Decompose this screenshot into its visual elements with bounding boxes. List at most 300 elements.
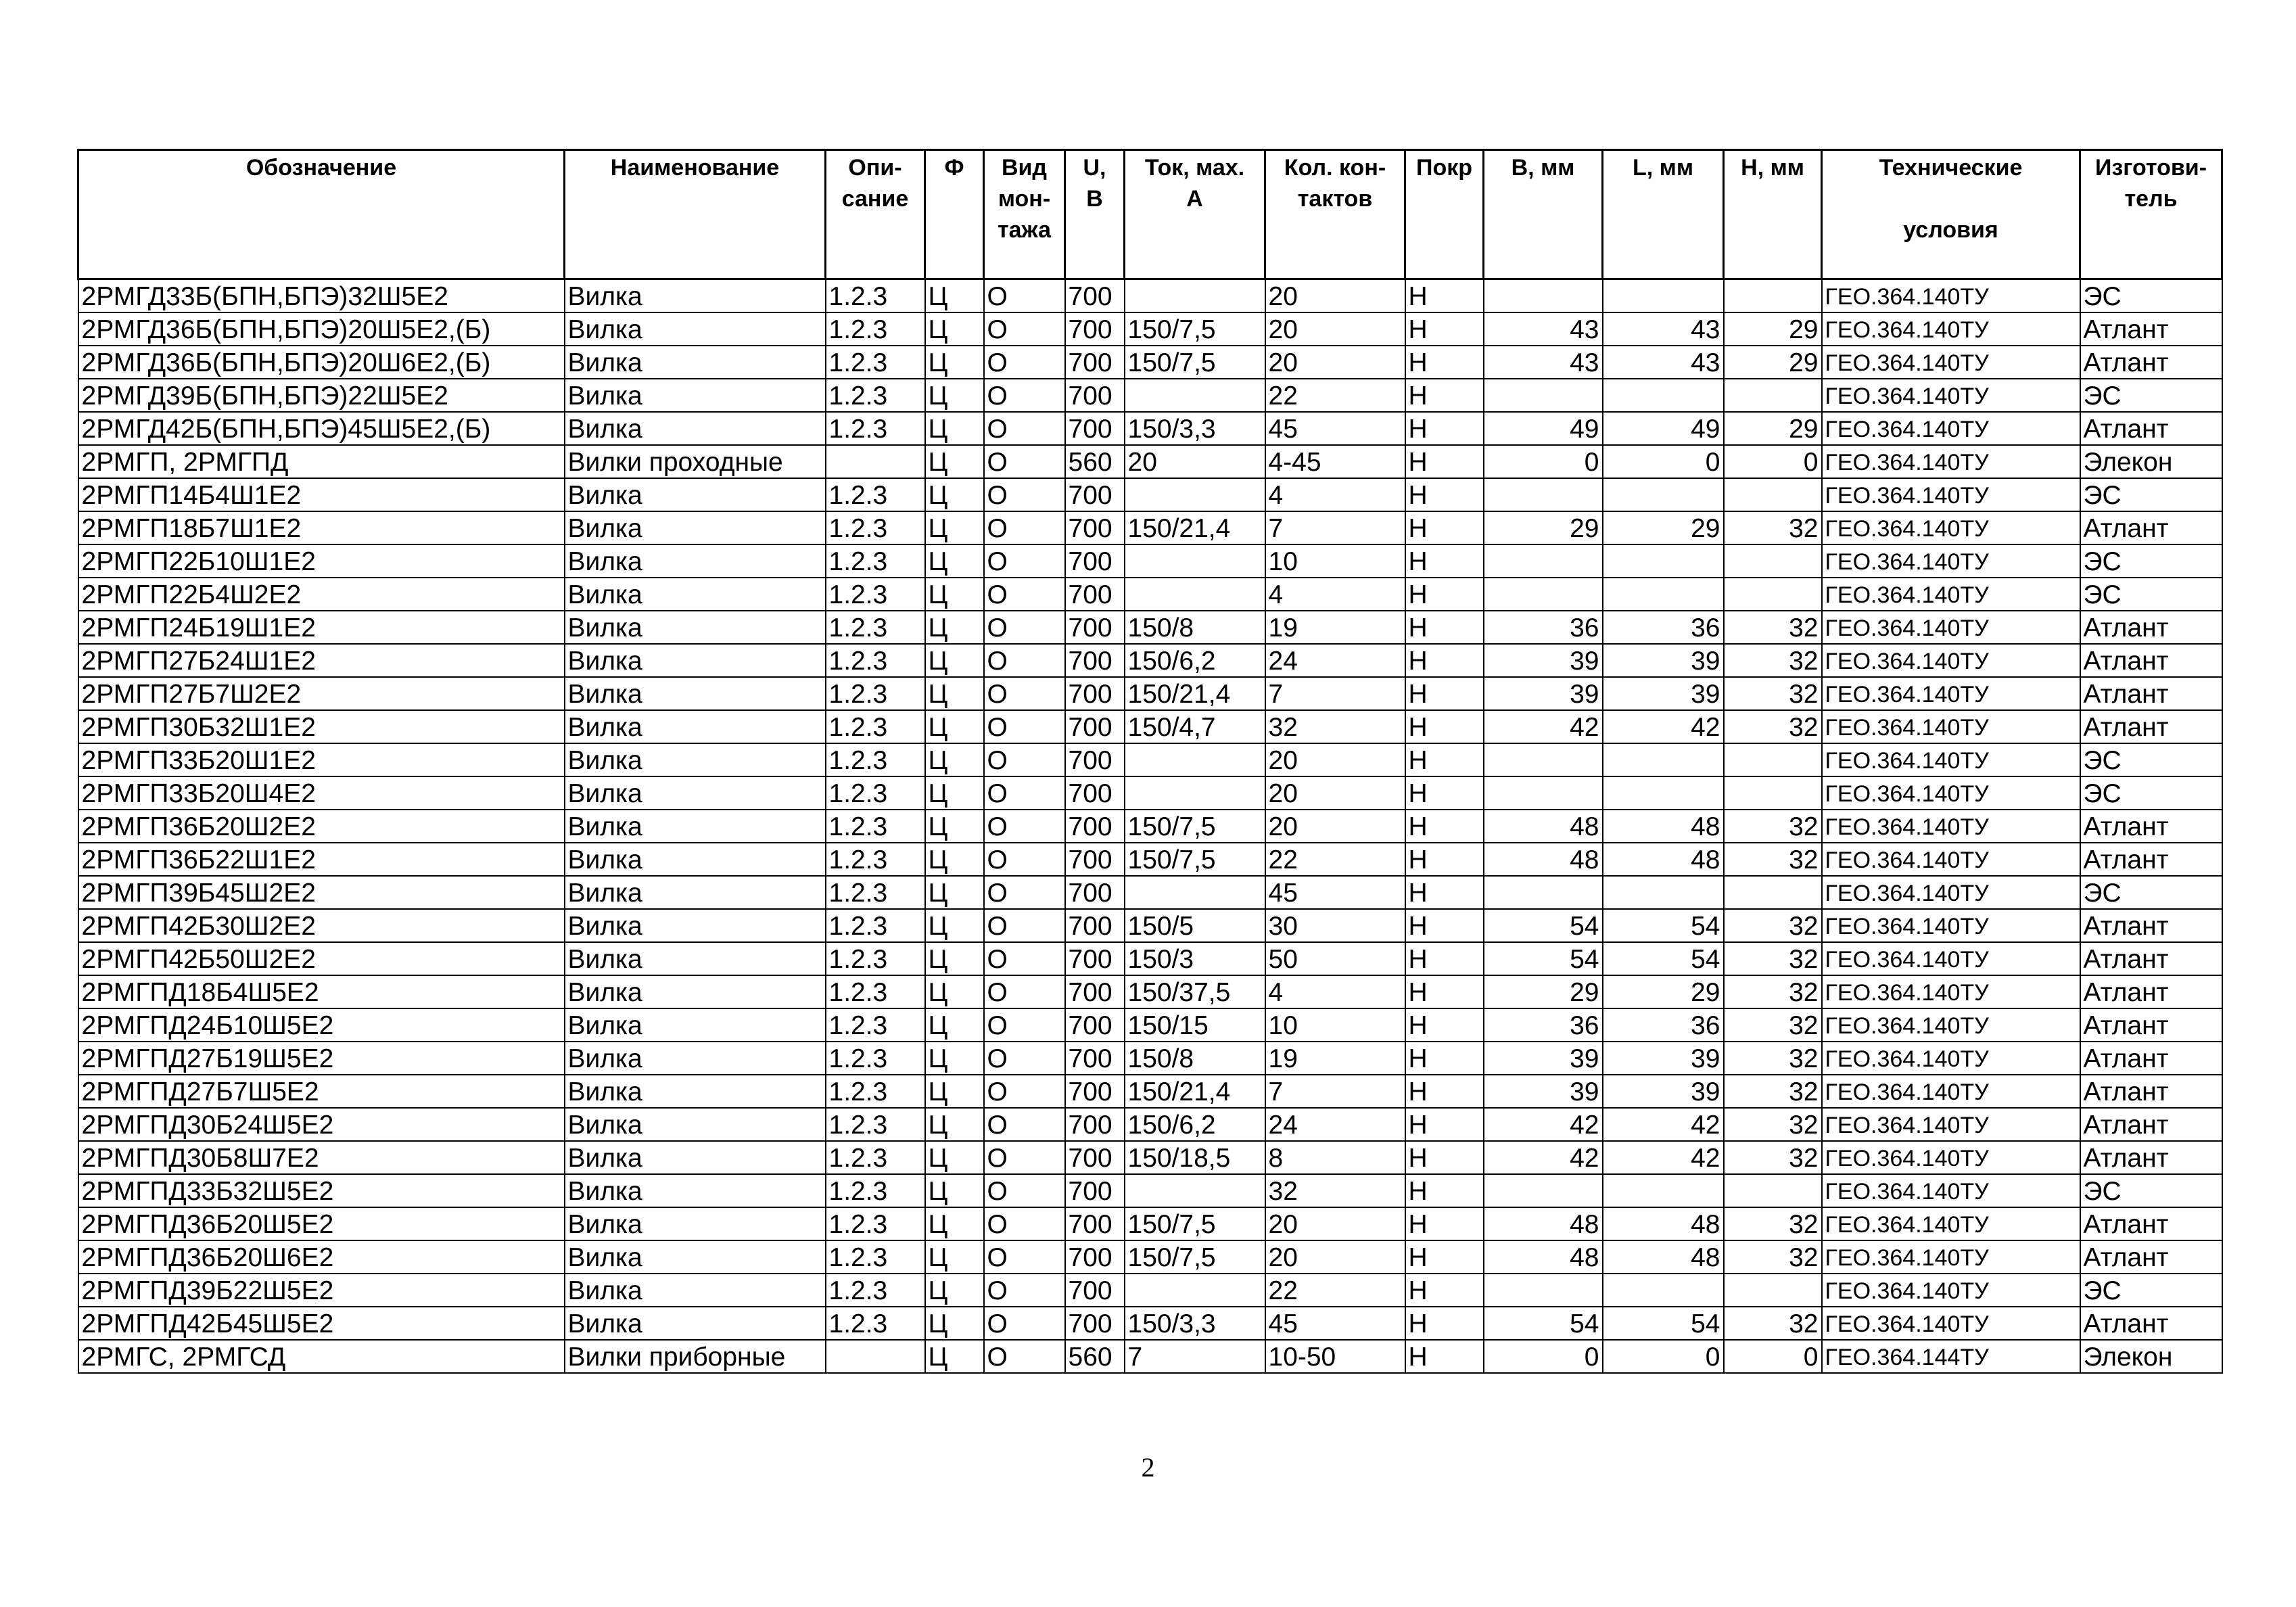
cell-spec: ГЕО.364.140ТУ	[1822, 1174, 2080, 1207]
cell-voltage: 700	[1065, 544, 1125, 578]
cell-f: Ц	[925, 611, 984, 644]
cell-name: Вилка	[565, 975, 826, 1008]
cell-description	[826, 445, 925, 478]
cell-description: 1.2.3	[826, 478, 925, 511]
cell-spec: ГЕО.364.140ТУ	[1822, 644, 2080, 677]
cell-f: Ц	[925, 1008, 984, 1042]
cell-name: Вилка	[565, 279, 826, 313]
cell-description: 1.2.3	[826, 1075, 925, 1108]
cell-current: 150/21,4	[1125, 677, 1265, 710]
cell-designation: 2РМГП24Б19Ш1Е2	[78, 611, 565, 644]
cell-spec: ГЕО.364.140ТУ	[1822, 743, 2080, 776]
cell-current: 150/7,5	[1125, 312, 1265, 346]
cell-manufacturer: Атлант	[2080, 975, 2222, 1008]
cell-l-mm: 42	[1603, 1108, 1724, 1141]
table-row	[78, 743, 2222, 776]
cell-coating: Н	[1405, 578, 1484, 611]
cell-b-mm	[1484, 776, 1603, 810]
cell-manufacturer: Атлант	[2080, 710, 2222, 743]
cell-voltage: 700	[1065, 578, 1125, 611]
cell-h-mm	[1724, 743, 1822, 776]
table-row	[78, 942, 2222, 975]
cell-description: 1.2.3	[826, 776, 925, 810]
cell-l-mm	[1603, 743, 1724, 776]
cell-h-mm: 32	[1724, 1108, 1822, 1141]
cell-name: Вилка	[565, 1274, 826, 1307]
cell-name: Вилка	[565, 1042, 826, 1075]
cell-spec: ГЕО.364.140ТУ	[1822, 412, 2080, 445]
cell-spec: ГЕО.364.140ТУ	[1822, 578, 2080, 611]
cell-voltage: 700	[1065, 776, 1125, 810]
cell-contacts: 4	[1265, 578, 1405, 611]
cell-b-mm: 39	[1484, 1075, 1603, 1108]
cell-designation: 2РМГП42Б50Ш2Е2	[78, 942, 565, 975]
cell-b-mm: 29	[1484, 511, 1603, 544]
table-row	[78, 710, 2222, 743]
cell-description: 1.2.3	[826, 346, 925, 379]
cell-current	[1125, 578, 1265, 611]
cell-manufacturer: Атлант	[2080, 677, 2222, 710]
cell-f: Ц	[925, 843, 984, 876]
cell-current: 150/7,5	[1125, 843, 1265, 876]
cell-spec: ГЕО.364.140ТУ	[1822, 1207, 2080, 1240]
cell-current	[1125, 279, 1265, 313]
cell-b-mm	[1484, 1274, 1603, 1307]
header-description: Опи- сание	[826, 150, 925, 279]
cell-mount-type: О	[984, 743, 1065, 776]
cell-name: Вилка	[565, 544, 826, 578]
cell-designation: 2РМГПД30Б8Ш7Е2	[78, 1141, 565, 1174]
header-designation: Обозначение	[78, 150, 565, 279]
cell-b-mm	[1484, 544, 1603, 578]
cell-name: Вилка	[565, 1008, 826, 1042]
cell-spec: ГЕО.364.140ТУ	[1822, 544, 2080, 578]
cell-contacts: 7	[1265, 511, 1405, 544]
cell-coating: Н	[1405, 1307, 1484, 1340]
cell-mount-type: О	[984, 544, 1065, 578]
cell-f: Ц	[925, 942, 984, 975]
cell-f: Ц	[925, 743, 984, 776]
cell-description: 1.2.3	[826, 578, 925, 611]
cell-l-mm: 39	[1603, 644, 1724, 677]
cell-designation: 2РМГП39Б45Ш2Е2	[78, 876, 565, 909]
cell-mount-type: О	[984, 1307, 1065, 1340]
cell-description: 1.2.3	[826, 379, 925, 412]
cell-spec: ГЕО.364.140ТУ	[1822, 975, 2080, 1008]
cell-voltage: 700	[1065, 743, 1125, 776]
cell-voltage: 700	[1065, 710, 1125, 743]
cell-contacts: 10	[1265, 544, 1405, 578]
cell-designation: 2РМГД36Б(БПН,БПЭ)20Ш5Е2,(Б)	[78, 312, 565, 346]
cell-h-mm: 32	[1724, 511, 1822, 544]
cell-b-mm: 49	[1484, 412, 1603, 445]
cell-contacts: 20	[1265, 810, 1405, 843]
cell-f: Ц	[925, 511, 984, 544]
cell-l-mm: 49	[1603, 412, 1724, 445]
cell-coating: Н	[1405, 843, 1484, 876]
cell-designation: 2РМГПД33Б32Ш5Е2	[78, 1174, 565, 1207]
cell-designation: 2РМГПД30Б24Ш5Е2	[78, 1108, 565, 1141]
cell-coating: Н	[1405, 1340, 1484, 1373]
cell-name: Вилка	[565, 511, 826, 544]
cell-l-mm	[1603, 279, 1724, 313]
cell-voltage: 700	[1065, 1075, 1125, 1108]
cell-manufacturer: ЭС	[2080, 1174, 2222, 1207]
cell-current: 150/18,5	[1125, 1141, 1265, 1174]
cell-mount-type: О	[984, 511, 1065, 544]
cell-name: Вилка	[565, 677, 826, 710]
cell-designation: 2РМГПД18Б4Ш5Е2	[78, 975, 565, 1008]
cell-designation: 2РМГПД39Б22Ш5Е2	[78, 1274, 565, 1307]
cell-f: Ц	[925, 578, 984, 611]
cell-spec: ГЕО.364.140ТУ	[1822, 346, 2080, 379]
cell-voltage: 560	[1065, 1340, 1125, 1373]
cell-f: Ц	[925, 1307, 984, 1340]
cell-b-mm: 48	[1484, 843, 1603, 876]
header-name: Наименование	[565, 150, 826, 279]
cell-coating: Н	[1405, 346, 1484, 379]
cell-h-mm: 32	[1724, 810, 1822, 843]
cell-mount-type: О	[984, 611, 1065, 644]
cell-b-mm: 48	[1484, 1240, 1603, 1274]
cell-description: 1.2.3	[826, 1108, 925, 1141]
cell-l-mm: 39	[1603, 1075, 1724, 1108]
cell-description: 1.2.3	[826, 810, 925, 843]
cell-f: Ц	[925, 1075, 984, 1108]
cell-b-mm: 42	[1484, 710, 1603, 743]
cell-spec: ГЕО.364.140ТУ	[1822, 1240, 2080, 1274]
cell-contacts: 7	[1265, 1075, 1405, 1108]
cell-designation: 2РМГД33Б(БПН,БПЭ)32Ш5Е2	[78, 279, 565, 313]
cell-coating: Н	[1405, 909, 1484, 942]
cell-coating: Н	[1405, 1274, 1484, 1307]
cell-manufacturer: ЭС	[2080, 876, 2222, 909]
cell-h-mm: 32	[1724, 611, 1822, 644]
cell-b-mm: 54	[1484, 1307, 1603, 1340]
cell-h-mm: 32	[1724, 1042, 1822, 1075]
cell-contacts: 32	[1265, 1174, 1405, 1207]
cell-mount-type: О	[984, 279, 1065, 313]
cell-contacts: 19	[1265, 1042, 1405, 1075]
cell-contacts: 30	[1265, 909, 1405, 942]
cell-h-mm: 32	[1724, 843, 1822, 876]
table-row	[78, 478, 2222, 511]
cell-mount-type: О	[984, 578, 1065, 611]
cell-name: Вилка	[565, 942, 826, 975]
cell-l-mm: 54	[1603, 909, 1724, 942]
table-row	[78, 975, 2222, 1008]
cell-contacts: 4	[1265, 975, 1405, 1008]
cell-designation: 2РМГП33Б20Ш4Е2	[78, 776, 565, 810]
cell-contacts: 20	[1265, 776, 1405, 810]
cell-current: 7	[1125, 1340, 1265, 1373]
cell-coating: Н	[1405, 876, 1484, 909]
cell-spec: ГЕО.364.140ТУ	[1822, 1141, 2080, 1174]
cell-description: 1.2.3	[826, 876, 925, 909]
cell-l-mm: 36	[1603, 1008, 1724, 1042]
cell-l-mm: 48	[1603, 1240, 1724, 1274]
cell-current: 150/3,3	[1125, 1307, 1265, 1340]
cell-l-mm: 54	[1603, 942, 1724, 975]
cell-name: Вилка	[565, 1207, 826, 1240]
cell-voltage: 700	[1065, 810, 1125, 843]
cell-b-mm: 36	[1484, 1008, 1603, 1042]
cell-spec: ГЕО.364.140ТУ	[1822, 909, 2080, 942]
cell-l-mm: 42	[1603, 710, 1724, 743]
cell-voltage: 700	[1065, 1174, 1125, 1207]
cell-designation: 2РМГПД36Б20Ш6Е2	[78, 1240, 565, 1274]
cell-b-mm: 48	[1484, 810, 1603, 843]
cell-description: 1.2.3	[826, 312, 925, 346]
cell-voltage: 700	[1065, 1207, 1125, 1240]
cell-f: Ц	[925, 478, 984, 511]
cell-designation: 2РМГД42Б(БПН,БПЭ)45Ш5Е2,(Б)	[78, 412, 565, 445]
cell-contacts: 24	[1265, 644, 1405, 677]
table-row	[78, 1307, 2222, 1340]
cell-mount-type: О	[984, 445, 1065, 478]
cell-f: Ц	[925, 312, 984, 346]
cell-current	[1125, 1174, 1265, 1207]
cell-designation: 2РМГП14Б4Ш1Е2	[78, 478, 565, 511]
header-spec: Технические условия	[1822, 150, 2080, 279]
cell-coating: Н	[1405, 975, 1484, 1008]
cell-spec: ГЕО.364.140ТУ	[1822, 379, 2080, 412]
cell-designation: 2РМГПД27Б19Ш5Е2	[78, 1042, 565, 1075]
cell-contacts: 20	[1265, 743, 1405, 776]
cell-mount-type: О	[984, 478, 1065, 511]
cell-spec: ГЕО.364.140ТУ	[1822, 1075, 2080, 1108]
cell-b-mm: 48	[1484, 1207, 1603, 1240]
cell-f: Ц	[925, 445, 984, 478]
cell-b-mm	[1484, 743, 1603, 776]
table-row	[78, 1240, 2222, 1274]
header-coating: Покр	[1405, 150, 1484, 279]
cell-coating: Н	[1405, 445, 1484, 478]
table-row	[78, 677, 2222, 710]
cell-f: Ц	[925, 1240, 984, 1274]
cell-mount-type: О	[984, 677, 1065, 710]
cell-voltage: 700	[1065, 942, 1125, 975]
cell-description: 1.2.3	[826, 1207, 925, 1240]
cell-h-mm	[1724, 478, 1822, 511]
table-row	[78, 1108, 2222, 1141]
cell-h-mm: 32	[1724, 1141, 1822, 1174]
cell-description: 1.2.3	[826, 644, 925, 677]
cell-current: 20	[1125, 445, 1265, 478]
cell-voltage: 700	[1065, 1307, 1125, 1340]
cell-l-mm: 0	[1603, 445, 1724, 478]
cell-current: 150/7,5	[1125, 1207, 1265, 1240]
cell-manufacturer: Атлант	[2080, 312, 2222, 346]
cell-designation: 2РМГП36Б22Ш1Е2	[78, 843, 565, 876]
cell-description: 1.2.3	[826, 279, 925, 313]
cell-manufacturer: Атлант	[2080, 942, 2222, 975]
cell-manufacturer: ЭС	[2080, 478, 2222, 511]
cell-name: Вилка	[565, 710, 826, 743]
cell-l-mm: 36	[1603, 611, 1724, 644]
cell-coating: Н	[1405, 511, 1484, 544]
cell-designation: 2РМГП27Б24Ш1Е2	[78, 644, 565, 677]
cell-h-mm	[1724, 578, 1822, 611]
cell-mount-type: О	[984, 710, 1065, 743]
cell-name: Вилка	[565, 312, 826, 346]
cell-contacts: 4-45	[1265, 445, 1405, 478]
cell-f: Ц	[925, 279, 984, 313]
cell-contacts: 20	[1265, 346, 1405, 379]
cell-current: 150/3	[1125, 942, 1265, 975]
cell-mount-type: О	[984, 975, 1065, 1008]
cell-name: Вилка	[565, 776, 826, 810]
header-manufacturer: Изготови- тель	[2080, 150, 2222, 279]
cell-f: Ц	[925, 909, 984, 942]
cell-f: Ц	[925, 346, 984, 379]
cell-voltage: 700	[1065, 1042, 1125, 1075]
table-row	[78, 810, 2222, 843]
cell-current: 150/8	[1125, 611, 1265, 644]
header-mount-type: Вид мон- тажа	[984, 150, 1065, 279]
cell-spec: ГЕО.364.140ТУ	[1822, 1108, 2080, 1141]
table-body	[78, 279, 2222, 1374]
cell-manufacturer: Атлант	[2080, 1240, 2222, 1274]
cell-designation: 2РМГПД36Б20Ш5Е2	[78, 1207, 565, 1240]
cell-voltage: 700	[1065, 511, 1125, 544]
cell-l-mm	[1603, 578, 1724, 611]
cell-mount-type: О	[984, 909, 1065, 942]
cell-mount-type: О	[984, 1141, 1065, 1174]
table-row	[78, 379, 2222, 412]
cell-f: Ц	[925, 544, 984, 578]
cell-current	[1125, 544, 1265, 578]
cell-mount-type: О	[984, 1207, 1065, 1240]
cell-l-mm: 39	[1603, 677, 1724, 710]
cell-f: Ц	[925, 1207, 984, 1240]
cell-h-mm	[1724, 1274, 1822, 1307]
cell-designation: 2РМГП18Б7Ш1Е2	[78, 511, 565, 544]
cell-coating: Н	[1405, 810, 1484, 843]
header-voltage: U, В	[1065, 150, 1125, 279]
cell-manufacturer: Атлант	[2080, 1207, 2222, 1240]
table-row	[78, 876, 2222, 909]
cell-l-mm	[1603, 1174, 1724, 1207]
cell-voltage: 700	[1065, 1240, 1125, 1274]
cell-h-mm: 32	[1724, 909, 1822, 942]
cell-h-mm: 0	[1724, 1340, 1822, 1373]
cell-contacts: 45	[1265, 412, 1405, 445]
cell-f: Ц	[925, 1174, 984, 1207]
cell-designation: 2РМГП42Б30Ш2Е2	[78, 909, 565, 942]
cell-description: 1.2.3	[826, 1174, 925, 1207]
cell-manufacturer: Атлант	[2080, 1008, 2222, 1042]
cell-voltage: 700	[1065, 346, 1125, 379]
cell-l-mm: 29	[1603, 975, 1724, 1008]
table-row	[78, 544, 2222, 578]
cell-manufacturer: Атлант	[2080, 1108, 2222, 1141]
cell-coating: Н	[1405, 611, 1484, 644]
cell-h-mm: 32	[1724, 710, 1822, 743]
table-row	[78, 1075, 2222, 1108]
cell-current	[1125, 876, 1265, 909]
cell-name: Вилка	[565, 379, 826, 412]
cell-contacts: 45	[1265, 876, 1405, 909]
cell-b-mm	[1484, 578, 1603, 611]
cell-b-mm: 54	[1484, 942, 1603, 975]
cell-coating: Н	[1405, 279, 1484, 313]
cell-contacts: 19	[1265, 611, 1405, 644]
cell-contacts: 4	[1265, 478, 1405, 511]
cell-current: 150/7,5	[1125, 810, 1265, 843]
cell-h-mm: 32	[1724, 942, 1822, 975]
cell-name: Вилка	[565, 1240, 826, 1274]
cell-spec: ГЕО.364.140ТУ	[1822, 843, 2080, 876]
cell-spec: ГЕО.364.144ТУ	[1822, 1340, 2080, 1373]
cell-description: 1.2.3	[826, 511, 925, 544]
cell-designation: 2РМГПД24Б10Ш5Е2	[78, 1008, 565, 1042]
cell-contacts: 24	[1265, 1108, 1405, 1141]
cell-h-mm	[1724, 776, 1822, 810]
cell-l-mm: 29	[1603, 511, 1724, 544]
table-row	[78, 346, 2222, 379]
cell-manufacturer: Атлант	[2080, 909, 2222, 942]
cell-h-mm: 32	[1724, 644, 1822, 677]
cell-name: Вилка	[565, 1108, 826, 1141]
cell-voltage: 700	[1065, 412, 1125, 445]
table-row	[78, 412, 2222, 445]
cell-name: Вилка	[565, 1075, 826, 1108]
cell-h-mm: 29	[1724, 412, 1822, 445]
cell-name: Вилка	[565, 578, 826, 611]
cell-current	[1125, 776, 1265, 810]
cell-spec: ГЕО.364.140ТУ	[1822, 1008, 2080, 1042]
header-f: Ф	[925, 150, 984, 279]
cell-manufacturer: ЭС	[2080, 1274, 2222, 1307]
cell-mount-type: О	[984, 1174, 1065, 1207]
cell-description: 1.2.3	[826, 743, 925, 776]
cell-coating: Н	[1405, 743, 1484, 776]
cell-designation: 2РМГП36Б20Ш2Е2	[78, 810, 565, 843]
cell-l-mm	[1603, 1274, 1724, 1307]
cell-coating: Н	[1405, 1008, 1484, 1042]
cell-current	[1125, 379, 1265, 412]
cell-l-mm: 48	[1603, 810, 1724, 843]
cell-contacts: 20	[1265, 1240, 1405, 1274]
table-row	[78, 843, 2222, 876]
cell-contacts: 10-50	[1265, 1340, 1405, 1373]
cell-l-mm: 54	[1603, 1307, 1724, 1340]
cell-f: Ц	[925, 644, 984, 677]
cell-name: Вилка	[565, 876, 826, 909]
cell-h-mm	[1724, 544, 1822, 578]
cell-coating: Н	[1405, 312, 1484, 346]
cell-voltage: 700	[1065, 677, 1125, 710]
cell-b-mm: 42	[1484, 1108, 1603, 1141]
cell-voltage: 700	[1065, 843, 1125, 876]
cell-h-mm	[1724, 876, 1822, 909]
cell-contacts: 20	[1265, 279, 1405, 313]
cell-contacts: 50	[1265, 942, 1405, 975]
cell-name: Вилка	[565, 478, 826, 511]
cell-current: 150/15	[1125, 1008, 1265, 1042]
cell-h-mm	[1724, 279, 1822, 313]
cell-mount-type: О	[984, 843, 1065, 876]
cell-description: 1.2.3	[826, 1274, 925, 1307]
cell-f: Ц	[925, 1340, 984, 1373]
cell-coating: Н	[1405, 1141, 1484, 1174]
cell-h-mm: 32	[1724, 1008, 1822, 1042]
cell-description: 1.2.3	[826, 909, 925, 942]
table-row	[78, 1141, 2222, 1174]
cell-name: Вилка	[565, 743, 826, 776]
cell-l-mm	[1603, 478, 1724, 511]
